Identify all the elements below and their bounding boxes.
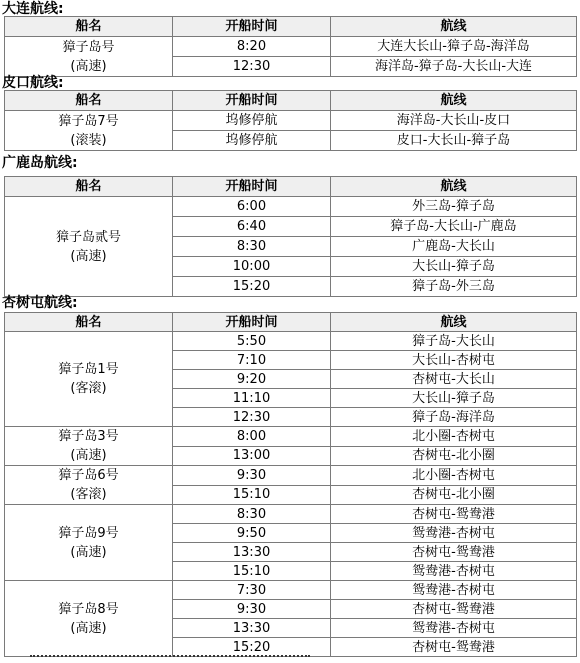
route: 大长山-獐子岛	[331, 257, 577, 277]
header-row	[5, 91, 577, 111]
ship-name: 獐子岛6号	[58, 468, 119, 483]
route: 杏树屯-北小圈	[331, 485, 577, 505]
route: 海洋岛-大长山-皮口	[331, 111, 577, 131]
route: 外三岛-獐子岛	[331, 197, 577, 217]
route: 獐子岛-大长山	[331, 332, 577, 351]
header-time: 开船时间	[173, 313, 331, 332]
departure-time: 15:10	[173, 485, 331, 505]
route: 大长山-獐子岛	[331, 389, 577, 408]
ship-type: (高速)	[70, 544, 107, 560]
departure-time: 8:30	[173, 237, 331, 257]
route: 鸳鸯港-杏树屯	[331, 581, 577, 600]
route: 杏树屯-大长山	[331, 370, 577, 389]
departure-time: 9:30	[173, 600, 331, 619]
route: 獐子岛-外三岛	[331, 277, 577, 297]
header-route: 航线	[331, 17, 577, 37]
table-row	[5, 111, 577, 131]
section-title: 杏树屯航线:	[2, 295, 78, 311]
departure-time: 12:30	[173, 408, 331, 427]
departure-time: 11:10	[173, 389, 331, 408]
ship-type: (高速)	[70, 448, 107, 463]
departure-time: 10:00	[173, 257, 331, 277]
route: 北小圈-杏树屯	[331, 466, 577, 486]
ship-name: 獐子岛7号	[58, 113, 119, 129]
route: 大长山-杏树屯	[331, 351, 577, 370]
route: 杏树屯-鸳鸯港	[331, 638, 577, 657]
ship-name: 獐子岛3号	[58, 429, 119, 444]
table-row	[5, 427, 577, 447]
footer-divider	[30, 655, 310, 660]
ship-name: 獐子岛贰号	[55, 229, 121, 245]
departure-time: 12:30	[173, 57, 331, 77]
header-route: 航线	[331, 91, 577, 111]
header-row	[5, 313, 577, 332]
departure-time: 9:50	[173, 524, 331, 543]
ship-cell	[5, 111, 173, 151]
departure-time: 8:30	[173, 505, 331, 524]
header-route: 航线	[331, 313, 577, 332]
departure-time: 坞修停航	[173, 131, 331, 151]
departure-time: 5:50	[173, 332, 331, 351]
header-ship: 船名	[5, 17, 173, 37]
departure-time: 7:30	[173, 581, 331, 600]
ship-name: 獐子岛号	[62, 39, 115, 55]
header-ship: 船名	[5, 313, 173, 332]
header-time: 开船时间	[173, 177, 331, 197]
route: 杏树屯-鸳鸯港	[331, 505, 577, 524]
ship-name: 獐子岛1号	[58, 362, 119, 377]
departure-time: 15:20	[173, 638, 331, 657]
route: 广鹿岛-大长山	[331, 237, 577, 257]
route: 海洋岛-獐子岛-大长山-大连	[331, 57, 577, 77]
route: 鸳鸯港-杏树屯	[331, 619, 577, 638]
table-row	[5, 466, 577, 486]
ship-cell	[5, 466, 173, 505]
ship-type: (滚装)	[70, 132, 107, 148]
route: 鸳鸯港-杏树屯	[331, 562, 577, 581]
ship-type: (高速)	[70, 58, 107, 74]
ship-type: (高速)	[70, 620, 107, 636]
ship-cell	[5, 427, 173, 466]
schedule-table	[4, 176, 577, 297]
header-time: 开船时间	[173, 17, 331, 37]
header-row	[5, 177, 577, 197]
departure-time: 7:10	[173, 351, 331, 370]
departure-time: 13:30	[173, 543, 331, 562]
ship-cell	[5, 197, 173, 297]
schedule-table	[4, 312, 577, 657]
header-row	[5, 17, 577, 37]
route: 皮口-大长山-獐子岛	[331, 131, 577, 151]
table-row	[5, 332, 577, 351]
table-row	[5, 581, 577, 600]
departure-time: 6:00	[173, 197, 331, 217]
ship-cell	[5, 581, 173, 657]
departure-time: 15:20	[173, 277, 331, 297]
ship-type: (客滚)	[70, 381, 107, 396]
departure-time: 9:30	[173, 466, 331, 486]
section-title: 皮口航线:	[2, 75, 64, 91]
schedule-table	[4, 16, 577, 77]
ship-cell	[5, 332, 173, 427]
departure-time: 8:20	[173, 37, 331, 57]
header-route: 航线	[331, 177, 577, 197]
route: 獐子岛-海洋岛	[331, 408, 577, 427]
route: 鸳鸯港-杏树屯	[331, 524, 577, 543]
schedule-table	[4, 90, 577, 151]
departure-time: 15:10	[173, 562, 331, 581]
route: 獐子岛-大长山-广鹿岛	[331, 217, 577, 237]
departure-time: 8:00	[173, 427, 331, 447]
departure-time: 坞修停航	[173, 111, 331, 131]
route: 杏树屯-鸳鸯港	[331, 600, 577, 619]
route: 杏树屯-北小圈	[331, 446, 577, 466]
header-time: 开船时间	[173, 91, 331, 111]
route: 大连大长山-獐子岛-海洋岛	[331, 37, 577, 57]
table-row	[5, 505, 577, 524]
ship-name: 獐子岛8号	[58, 601, 119, 617]
ship-type: (客滚)	[70, 487, 107, 502]
table-row	[5, 197, 577, 217]
section-title: 广鹿岛航线:	[2, 155, 78, 171]
ship-cell	[5, 505, 173, 581]
departure-time: 13:30	[173, 619, 331, 638]
table-row	[5, 37, 577, 57]
header-ship: 船名	[5, 177, 173, 197]
ship-name: 獐子岛9号	[58, 525, 119, 541]
departure-time: 6:40	[173, 217, 331, 237]
route: 杏树屯-鸳鸯港	[331, 543, 577, 562]
ship-type: (高速)	[70, 248, 107, 264]
departure-time: 13:00	[173, 446, 331, 466]
section-title: 大连航线:	[2, 1, 64, 17]
ship-cell	[5, 37, 173, 77]
header-ship: 船名	[5, 91, 173, 111]
route: 北小圈-杏树屯	[331, 427, 577, 447]
departure-time: 9:20	[173, 370, 331, 389]
